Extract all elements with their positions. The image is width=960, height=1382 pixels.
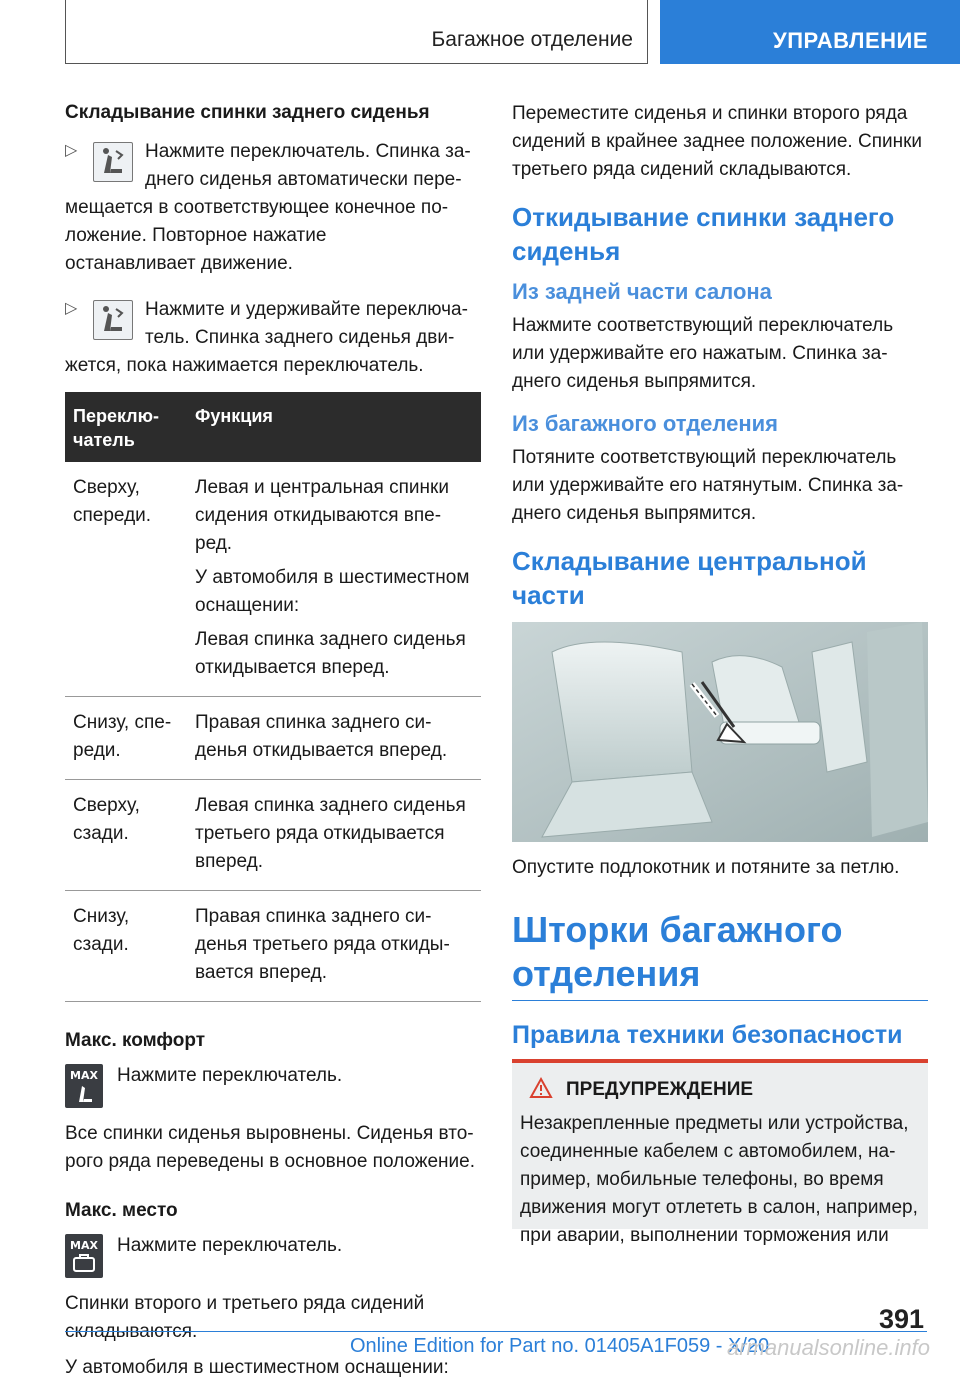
table-cell-function: Правая спинка заднего си- денья откидывается вперед. xyxy=(187,697,481,780)
center-seat-illustration xyxy=(512,622,928,842)
max-comfort-press: Нажмите переключатель. xyxy=(117,1065,343,1086)
table-cell-switch: Сверху, сзади. xyxy=(65,780,187,891)
heading-divider xyxy=(512,1000,928,1001)
max-space-heading: Макс. место xyxy=(65,1200,178,1221)
instruction-2-text-start: Нажмите и удерживайте переключа- тель. Спинка заднего сиденья дви- xyxy=(145,299,468,348)
table-row xyxy=(65,780,481,891)
max-comfort-text: Все спинки сиденья выровнены. Сиденья вто- рого ряда переведены в основное положение. xyxy=(65,1123,475,1172)
svg-text:MAX: MAX xyxy=(70,1069,98,1082)
unfold-seat-heading: Откидывание спинки заднего сиденья xyxy=(512,202,895,266)
instruction-1-text-rest: мещается в соответствующее конечное по- ложение. Повторное нажатие останавливает движение. xyxy=(65,197,449,274)
safety-rules-heading: Правила техники безопасности xyxy=(512,1021,903,1049)
warning-text: Незакрепленные предметы или устройства, соединенные кабелем с автомобилем, на- пример, мобильные телефоны, во время движения могут отлететь в салон, например, при аварии, выполнении торможения или xyxy=(520,1113,918,1246)
warning-triangle-icon xyxy=(530,1078,552,1106)
instruction-item-1 xyxy=(65,138,481,278)
max-comfort-icon xyxy=(65,1064,103,1108)
table-row xyxy=(65,462,481,697)
table-header-row xyxy=(65,392,481,462)
from-trunk-text: Потяните соответствующий переключатель или удерживайте его натянутым. Спинка за- днего сиденья выпрямится. xyxy=(512,447,904,524)
seat-back-fold-icon xyxy=(93,142,133,182)
header-section-title: Багажное отделение xyxy=(431,28,633,51)
seat-back-fold-icon xyxy=(93,300,133,340)
footer-divider xyxy=(65,1331,927,1332)
triangle-right-icon: ▷ xyxy=(65,142,78,159)
table-header-function: Функция xyxy=(187,392,481,462)
function-text: Левая спинка заднего сиденья откидывается вперед. xyxy=(195,629,466,678)
warning-box xyxy=(512,1059,928,1246)
function-text: Левая и центральная спинки сидения откидываются впе- ред. xyxy=(195,477,449,554)
from-cabin-heading: Из задней части салона xyxy=(512,279,772,304)
from-trunk-heading: Из багажного отделения xyxy=(512,411,778,436)
trunk-blinds-heading: Шторки багажного отделения xyxy=(512,909,843,994)
header-chapter-title: УПРАВЛЕНИЕ xyxy=(773,28,928,53)
table-cell-switch: Снизу, спе- реди. xyxy=(65,697,187,780)
max-space-press: Нажмите переключатель. xyxy=(117,1235,343,1256)
photo-caption: Опустите подлокотник и потяните за петлю. xyxy=(512,857,900,878)
header-chapter-tab[interactable] xyxy=(660,0,960,64)
function-text: У автомобиля в шестиместном оснащении: xyxy=(195,567,470,616)
triangle-right-icon: ▷ xyxy=(65,300,78,317)
table-cell-function: Правая спинка заднего си- денья третьего ряда откиды- вается вперед. xyxy=(187,891,481,1002)
max-comfort-heading: Макс. комфорт xyxy=(65,1030,206,1051)
instruction-2-text-rest: жется, пока нажимается переключатель. xyxy=(65,355,424,376)
from-cabin-text: Нажмите соответствующий переключатель или удерживайте его нажатым. Спинка за- днего сиденья выпрямится. xyxy=(512,315,894,392)
max-space-row xyxy=(65,1234,481,1284)
footer-edition: Online Edition for Part no. 01405A1F059 - X/20 xyxy=(350,1335,770,1357)
fold-rear-seat-heading: Складывание спинки заднего сиденья xyxy=(65,102,430,123)
right-column xyxy=(512,100,928,1246)
page-number: 391 xyxy=(878,1304,924,1334)
fold-center-heading: Складывание центральной части xyxy=(512,546,867,610)
footer-watermark: armanualsonline.info xyxy=(726,1335,930,1360)
table-cell-switch: Сверху, спереди. xyxy=(65,462,187,697)
max-space-icon xyxy=(65,1234,103,1278)
switch-function-table xyxy=(65,392,481,1002)
max-space-text-1: Спинки второго и третьего ряда сидений складываются. xyxy=(65,1293,425,1342)
table-cell-switch: Снизу, сзади. xyxy=(65,891,187,1002)
table-cell-function xyxy=(187,462,481,697)
svg-text:MAX: MAX xyxy=(70,1239,98,1252)
table-cell-function: Левая спинка заднего сиденья третьего ряда откидывается вперед. xyxy=(187,780,481,891)
max-space-text-2: У автомобиля в шестиместном оснащении: xyxy=(65,1357,449,1378)
intro-text: Переместите сиденья и спинки второго ряда сидений в крайнее заднее положение. Спинки третьего ряда сидений складываются. xyxy=(512,103,923,180)
left-column xyxy=(65,100,481,1382)
max-comfort-row xyxy=(65,1064,481,1114)
table-row xyxy=(65,891,481,1002)
table-header-switch: Переклю- чатель xyxy=(65,392,187,462)
header-section-tab xyxy=(65,0,648,64)
instruction-item-2 xyxy=(65,296,481,380)
warning-title-row xyxy=(520,1077,920,1106)
instruction-1-text-start: Нажмите переключатель. Спинка за- днего сиденья автоматически пере- xyxy=(145,141,471,190)
warning-title: ПРЕДУПРЕЖДЕНИЕ xyxy=(566,1079,754,1100)
table-row xyxy=(65,697,481,780)
